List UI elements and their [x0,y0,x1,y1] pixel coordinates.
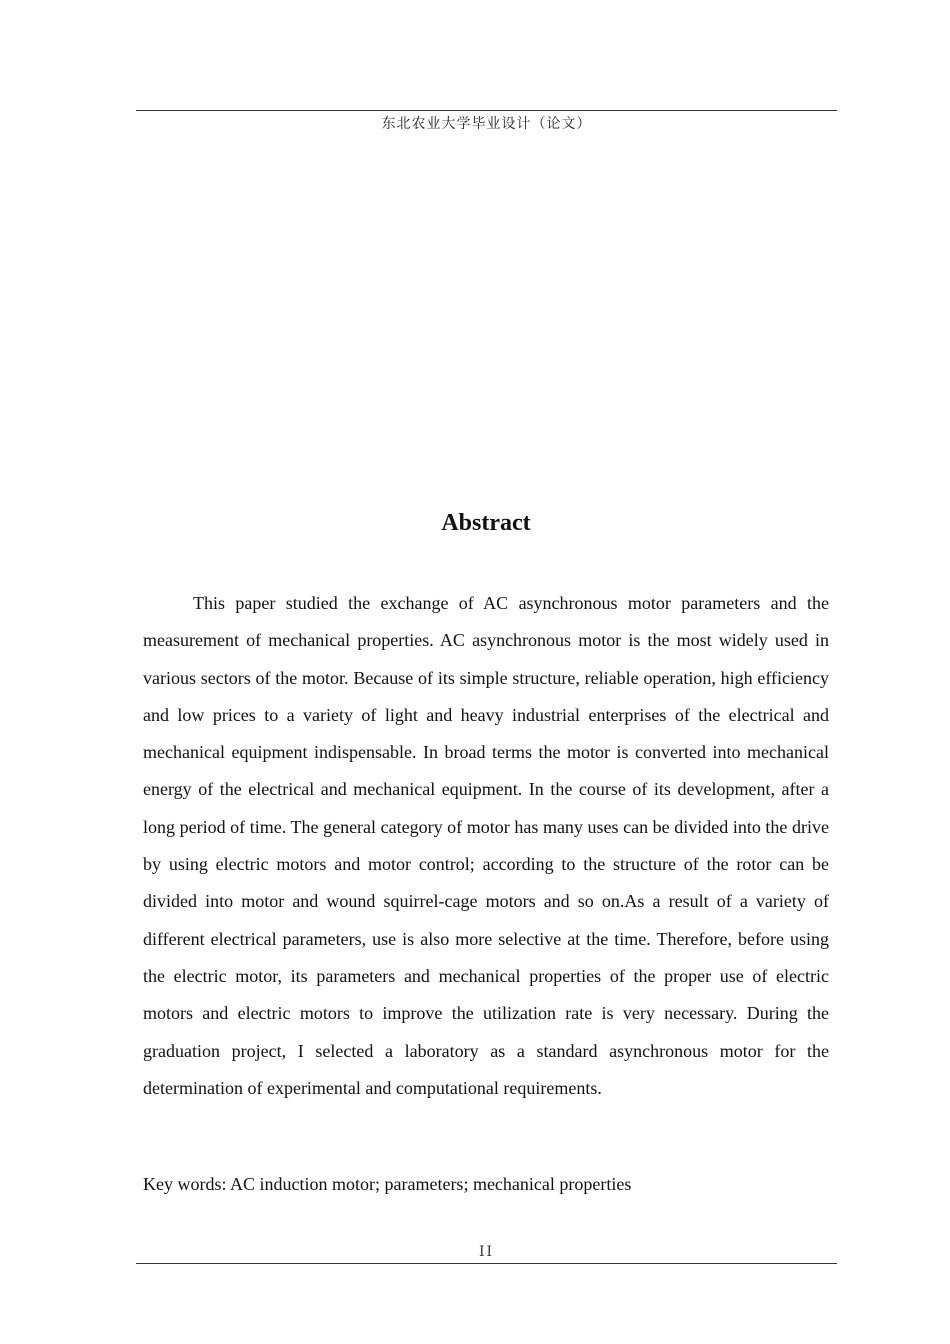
page-header: 东北农业大学毕业设计（论文） [381,116,592,132]
abstract-body: This paper studied the exchange of AC asynchronous motor parameters and the measurement of mechanical properties. AC asynchronous motor is the most widely used in various sectors of the motor. Because of its simple structure, reliable operation, high efficiency and low prices to a variety of light and heavy industrial enterprises of the electrical and mechanical equipment indispensable. In broad terms the motor is converted into mechanical energy of the electrical and mechanical equipment. In the course of its development, after a long period of time. The general category of motor has many uses can be divided into the drive by using electric motors and motor control; according to the structure of the rotor can be divided into motor and wound squirrel-cage motors and so on.As a result of a variety of different electrical parameters, use is also more selective at the time. Therefore, before using the electric motor, its parameters and mechanical properties of the proper use of electric motors and electric motors to improve the utilization rate is very necessary. During the graduation project, I selected a laboratory as a standard asynchronous motor for the determination of experimental and computational requirements. [143,593,829,1098]
keywords-line: Key words: AC induction motor; parameters; mechanical properties [143,1174,632,1194]
header-rule [136,110,837,111]
footer-rule [136,1263,837,1264]
abstract-title: Abstract [441,510,531,536]
page-number: II [478,1244,495,1260]
